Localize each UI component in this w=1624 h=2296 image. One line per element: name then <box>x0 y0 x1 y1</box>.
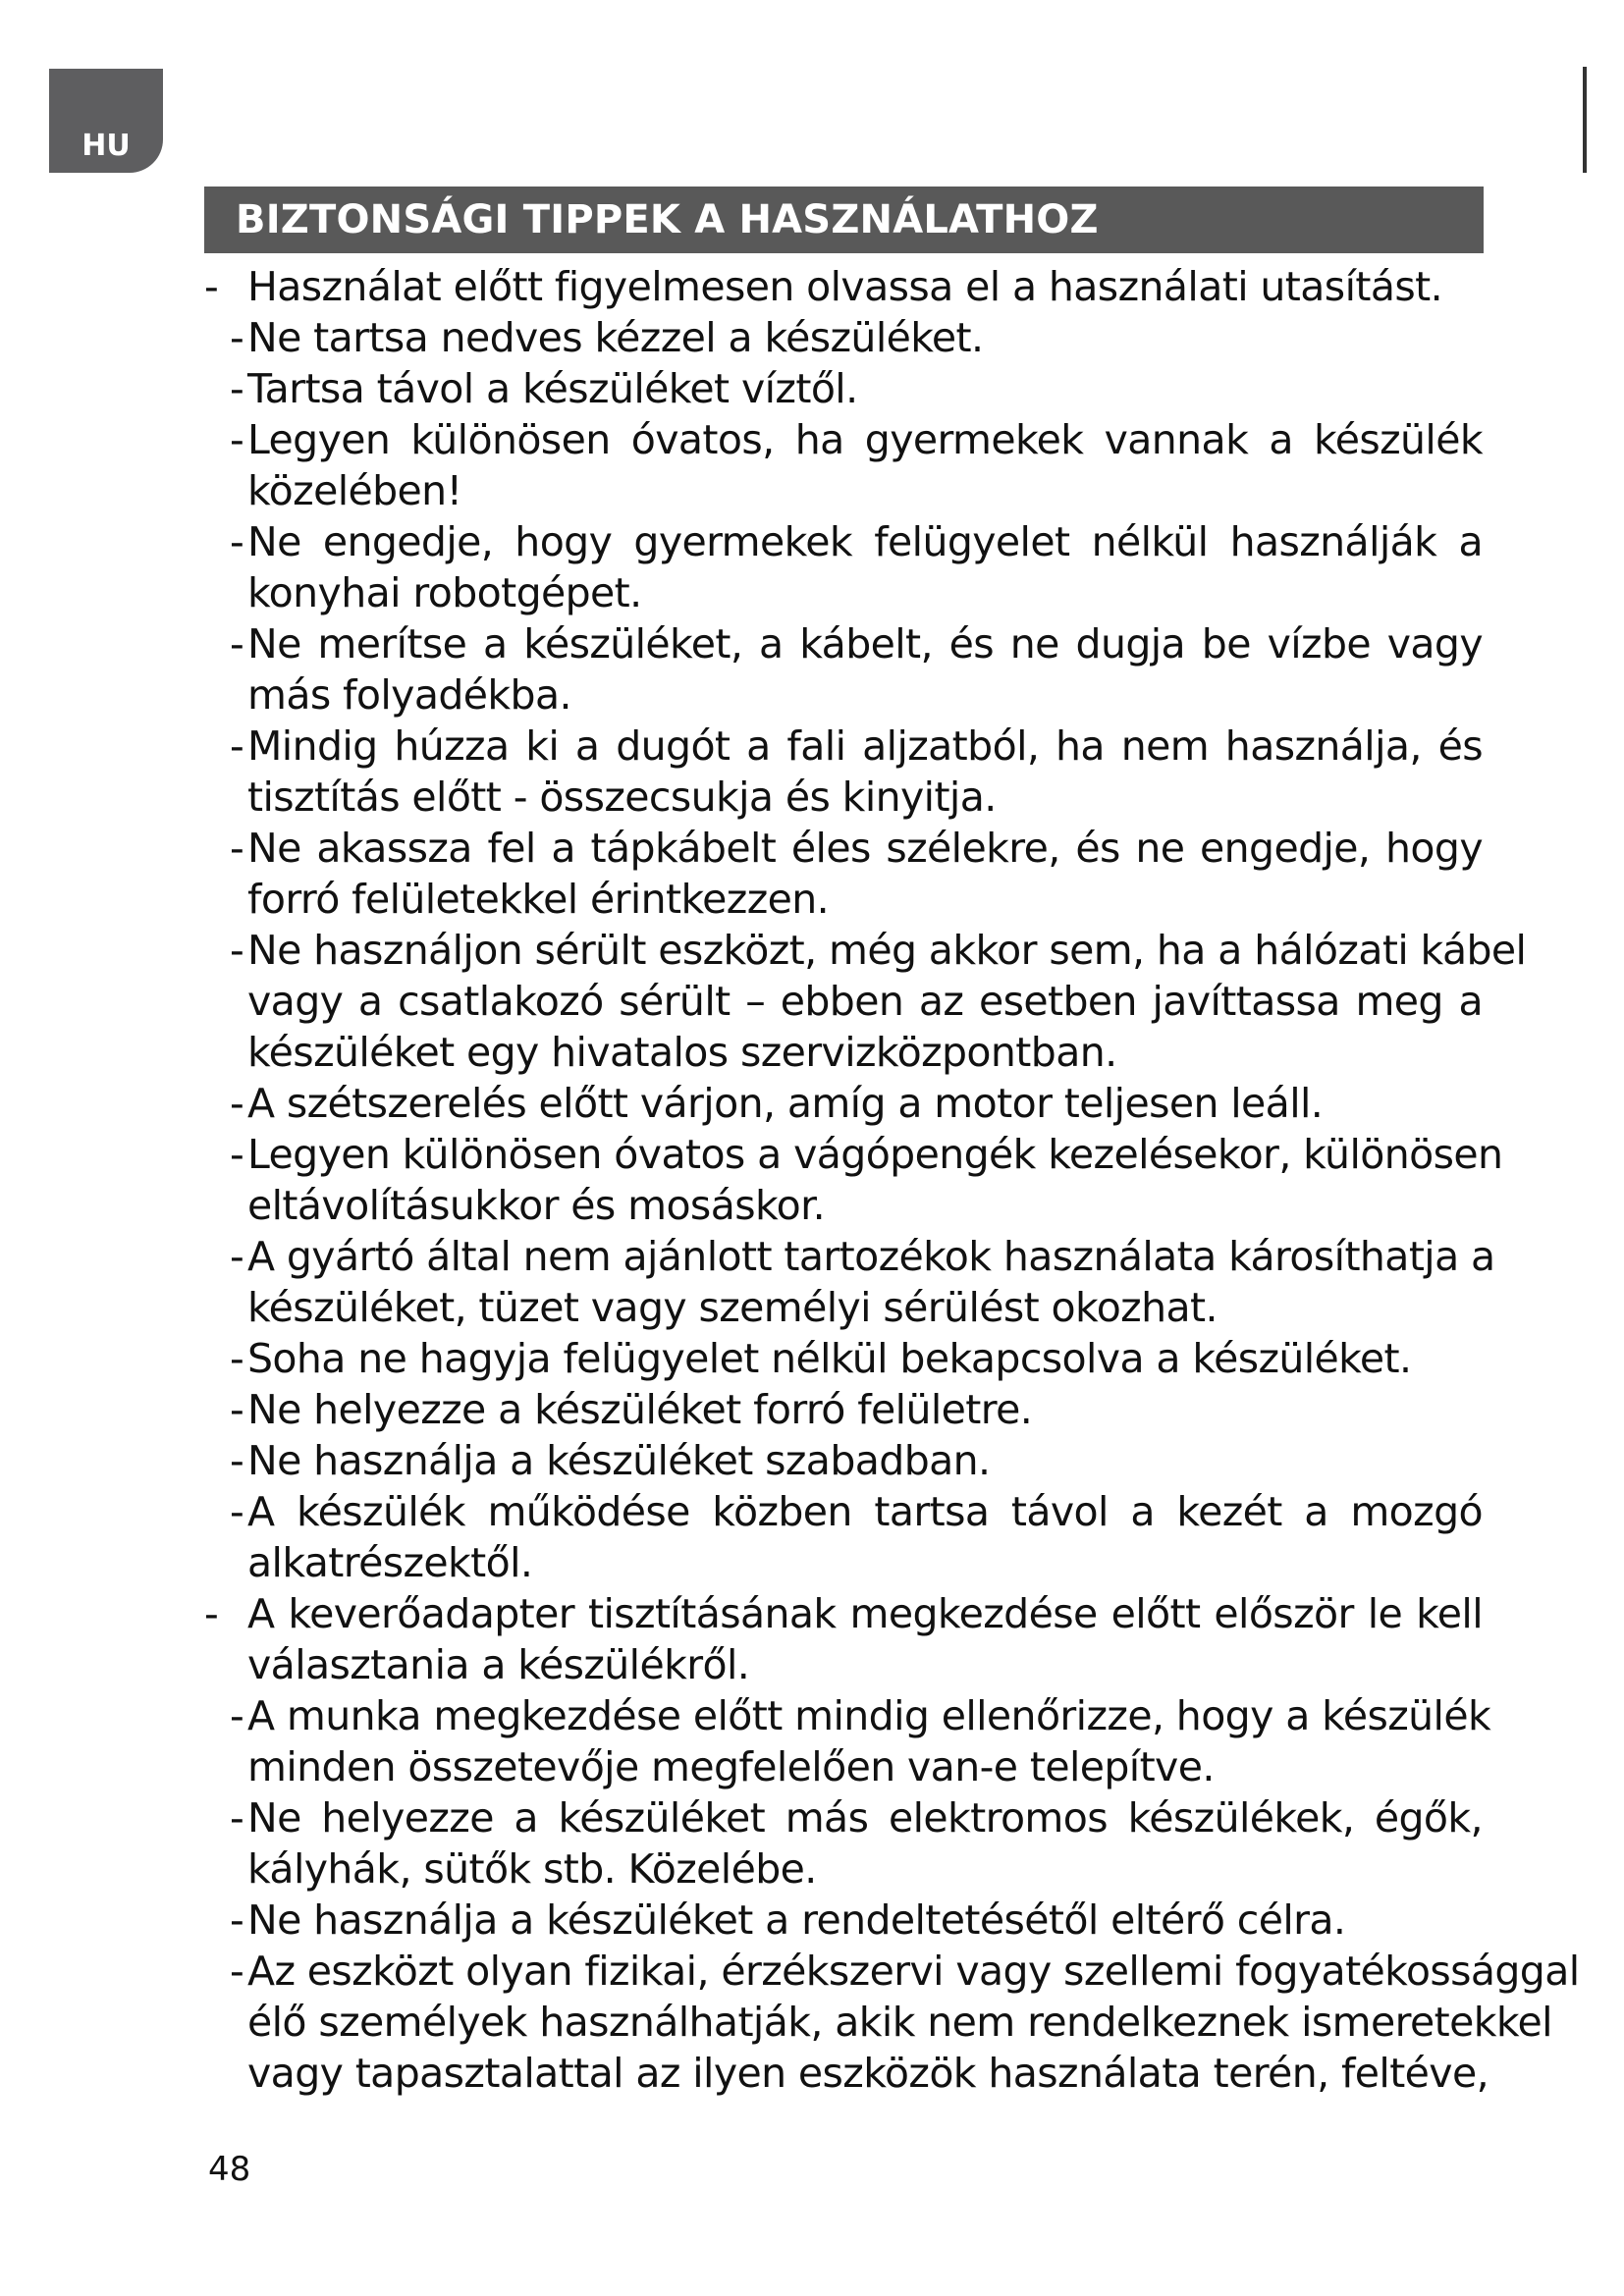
list-dash: - <box>230 1437 244 1484</box>
section-title: BIZTONSÁGI TIPPEK A HASZNÁLATHOZ <box>236 197 1099 242</box>
list-item <box>0 312 1624 363</box>
list-item <box>0 1895 1624 1946</box>
list-item-line: készüléket, tüzet vagy személyi sérülést okozhat. <box>247 1284 1218 1331</box>
margin-rule <box>1583 67 1587 173</box>
list-item-line: kályhák, sütők stb. Közelébe. <box>247 1845 817 1893</box>
list-item-line: Legyen különösen óvatos, ha gyermekek vannak a készülék <box>247 416 1483 463</box>
page-number: 48 <box>208 2150 251 2189</box>
list-item <box>0 1486 1624 1588</box>
list-item-line: Ne használja a készüléket szabadban. <box>247 1437 991 1484</box>
list-item <box>0 1946 1624 2099</box>
section-title-bar <box>204 187 1484 253</box>
list-dash: - <box>230 1233 244 1280</box>
list-item-line: Ne helyezze a készüléket forró felületre. <box>247 1386 1033 1433</box>
list-item-line: eltávolításukkor és mosáskor. <box>247 1182 826 1229</box>
list-item-line: Ne akassza fel a tápkábelt éles szélekre, és ne engedje, hogy <box>247 825 1483 872</box>
list-item-line: Ne engedje, hogy gyermekek felügyelet nélkül használják a <box>247 518 1483 565</box>
list-dash: - <box>230 1131 244 1178</box>
list-item-line: minden összetevője megfelelően van-e telepítve. <box>247 1743 1215 1790</box>
list-dash: - <box>230 620 244 667</box>
list-item <box>0 414 1624 516</box>
list-item-line: készüléket egy hivatalos szervizközpontban. <box>247 1029 1117 1076</box>
list-item-line: Soha ne hagyja felügyelet nélkül bekapcsolva a készüléket. <box>247 1335 1412 1382</box>
list-item-line: Ne használjon sérült eszközt, még akkor sem, ha a hálózati kábel <box>247 927 1527 974</box>
list-item <box>0 721 1624 823</box>
list-item-line: Ne helyezze a készüléket más elektromos készülékek, égők, <box>247 1794 1483 1842</box>
list-item-line: élő személyek használhatják, akik nem rendelkeznek ismeretekkel <box>247 1999 1552 2046</box>
list-dash: - <box>230 1948 244 1995</box>
list-item-line: konyhai robotgépet. <box>247 569 642 616</box>
list-item-line: Használat előtt figyelmesen olvassa el a használati utasítást. <box>247 263 1443 310</box>
list-item-line: A munka megkezdése előtt mindig ellenőrizze, hogy a készülék <box>247 1692 1491 1739</box>
list-item-line: Ne használja a készüléket a rendeltetésétől eltérő célra. <box>247 1896 1346 1944</box>
list-item <box>0 1129 1624 1231</box>
language-tab <box>49 69 163 173</box>
list-dash: - <box>230 1080 244 1127</box>
list-item <box>0 1588 1624 1690</box>
list-item <box>0 823 1624 925</box>
list-dash: - <box>230 365 244 412</box>
list-item-line: közelében! <box>247 467 462 514</box>
list-dash: - <box>230 1692 244 1739</box>
list-item <box>0 925 1624 1078</box>
list-dash: - <box>230 1488 244 1535</box>
list-item-line: Az eszközt olyan fizikai, érzékszervi vagy szellemi fogyatékossággal <box>247 1948 1580 1995</box>
list-item-line: A gyártó által nem ajánlott tartozékok használata károsíthatja a <box>247 1233 1495 1280</box>
list-item-line: A készülék működése közben tartsa távol a kezét a mozgó <box>247 1488 1483 1535</box>
list-dash: - <box>230 518 244 565</box>
list-item <box>0 363 1624 414</box>
list-item <box>0 1384 1624 1435</box>
safety-tips-list <box>0 261 1624 2099</box>
list-item <box>0 261 1624 312</box>
list-dash: - <box>230 1335 244 1382</box>
list-item-line: Mindig húzza ki a dugót a fali aljzatból, ha nem használja, és <box>247 722 1483 770</box>
list-item <box>0 1435 1624 1486</box>
list-dash: - <box>230 825 244 872</box>
list-item-line: Legyen különösen óvatos a vágópengék kezelésekor, különösen <box>247 1131 1503 1178</box>
list-item <box>0 618 1624 721</box>
list-dash: - <box>230 1386 244 1433</box>
list-item <box>0 1333 1624 1384</box>
list-dash: - <box>230 1896 244 1944</box>
list-item-line: alkatrészektől. <box>247 1539 533 1586</box>
list-dash: - <box>230 314 244 361</box>
list-dash: - <box>204 1590 219 1637</box>
list-item <box>0 516 1624 618</box>
list-item-line: A keverőadapter tisztításának megkezdése előtt először le kell <box>247 1590 1483 1637</box>
list-item <box>0 1690 1624 1792</box>
list-item-line: Ne tartsa nedves kézzel a készüléket. <box>247 314 984 361</box>
list-dash: - <box>230 1794 244 1842</box>
list-item <box>0 1078 1624 1129</box>
list-item-line: tisztítás előtt - összecsukja és kinyitja. <box>247 774 997 821</box>
list-item-line: Tartsa távol a készüléket víztől. <box>247 365 858 412</box>
list-dash: - <box>230 927 244 974</box>
list-item-line: más folyadékba. <box>247 671 571 719</box>
list-dash: - <box>230 722 244 770</box>
list-item-line: A szétszerelés előtt várjon, amíg a motor teljesen leáll. <box>247 1080 1324 1127</box>
list-dash: - <box>230 416 244 463</box>
list-item-line: vagy tapasztalattal az ilyen eszközök használata terén, feltéve, <box>247 2050 1489 2097</box>
list-item-line: vagy a csatlakozó sérült – ebben az esetben javíttassa meg a <box>247 978 1483 1025</box>
list-dash: - <box>204 263 219 310</box>
list-item-line: forró felületekkel érintkezzen. <box>247 876 830 923</box>
list-item <box>0 1792 1624 1895</box>
list-item-line: választania a készülékről. <box>247 1641 750 1688</box>
list-item <box>0 1231 1624 1333</box>
language-code: HU <box>81 129 131 163</box>
list-item-line: Ne merítse a készüléket, a kábelt, és ne dugja be vízbe vagy <box>247 620 1483 667</box>
